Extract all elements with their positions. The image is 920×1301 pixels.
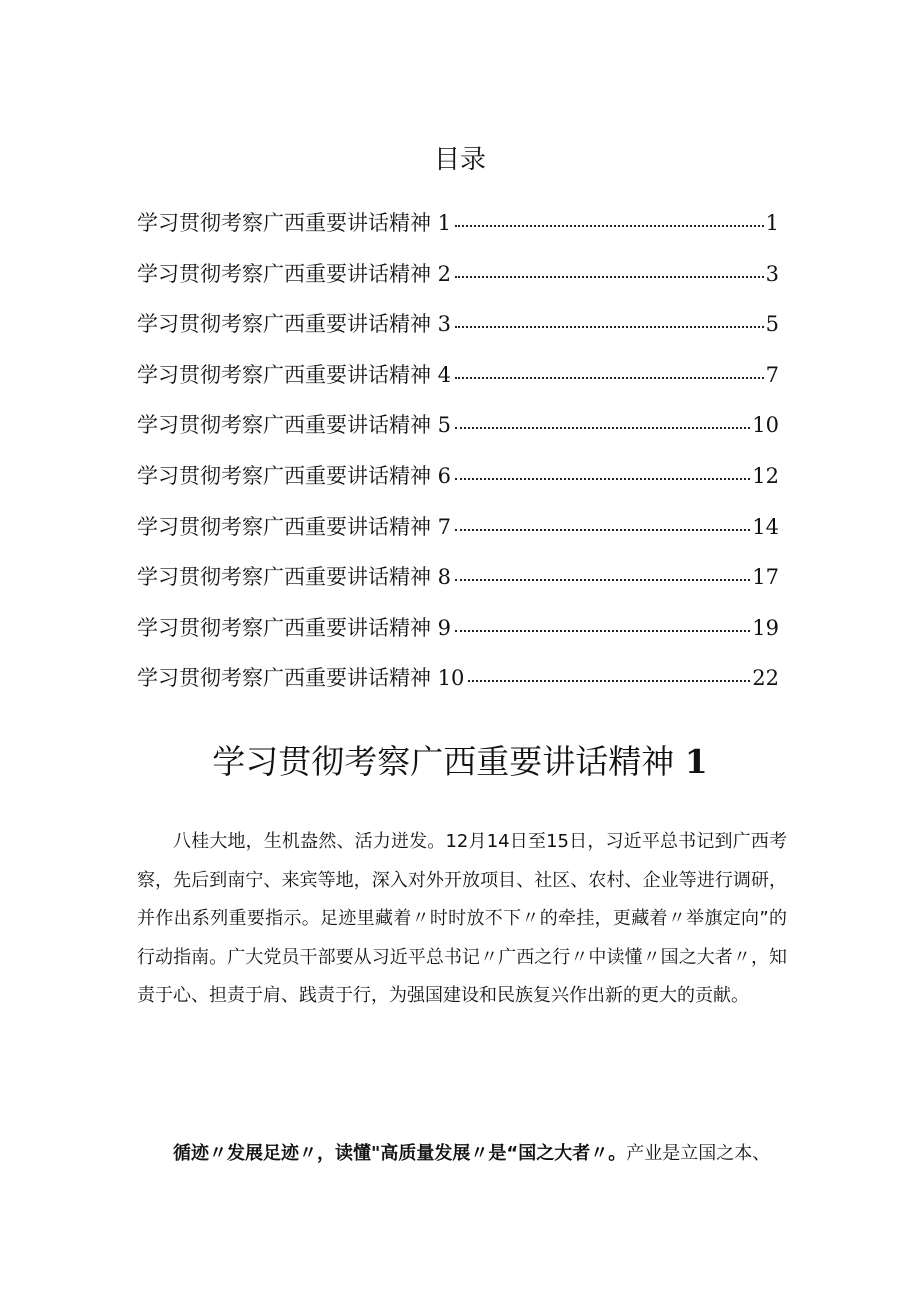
toc-entry-label: 学习贯彻考察广西重要讲话精神 6	[137, 463, 452, 488]
toc-entry-label: 学习贯彻考察广西重要讲话精神 4	[137, 362, 452, 387]
toc-leader-dots	[455, 377, 764, 379]
toc-leader-dots	[455, 326, 764, 328]
toc-leader-dots	[455, 276, 764, 278]
toc-title: 目录	[433, 145, 486, 175]
toc-entry[interactable]	[137, 205, 779, 256]
toc-entry[interactable]	[137, 559, 779, 610]
toc-entry-label: 学习贯彻考察广西重要讲话精神 5	[137, 413, 452, 438]
toc-entry[interactable]	[137, 660, 779, 711]
toc-entry[interactable]	[137, 610, 779, 661]
toc-leader-dots	[455, 478, 750, 480]
toc-leader-dots	[468, 680, 750, 682]
toc-entry-page: 22	[752, 666, 779, 691]
toc-entry-label: 学习贯彻考察广西重要讲话精神 3	[137, 312, 452, 337]
body-paragraph-lead	[137, 1135, 817, 1173]
paragraph-lead-heading: 循迹〃发展足迹〃，读懂"高质量发展〃是“国之大者〃。	[173, 1143, 627, 1164]
toc-leader-dots	[455, 225, 764, 227]
table-of-contents	[137, 205, 779, 711]
toc-entry-page: 12	[752, 463, 779, 488]
toc-entry-label: 学习贯彻考察广西重要讲话精神 7	[137, 514, 452, 539]
toc-entry-page: 7	[765, 362, 779, 387]
toc-entry[interactable]	[137, 407, 779, 458]
toc-entry-page: 5	[765, 312, 779, 337]
toc-entry-label: 学习贯彻考察广西重要讲话精神 2	[137, 261, 452, 286]
toc-entry-page: 1	[765, 211, 779, 235]
section-heading-number: 1	[684, 742, 708, 781]
toc-entry-label: 学习贯彻考察广西重要讲话精神 8	[137, 565, 452, 590]
toc-entry-label: 学习贯彻考察广西重要讲话精神 10	[137, 666, 465, 691]
section-heading	[0, 738, 920, 786]
toc-leader-dots	[455, 529, 750, 531]
toc-entry-page: 14	[752, 514, 779, 539]
toc-entry[interactable]	[137, 306, 779, 357]
toc-entry-page: 3	[765, 261, 779, 286]
toc-entry[interactable]	[137, 458, 779, 509]
toc-leader-dots	[455, 579, 750, 581]
toc-entry[interactable]	[137, 509, 779, 560]
toc-entry-page: 19	[752, 615, 779, 640]
toc-entry-label: 学习贯彻考察广西重要讲话精神 1	[137, 211, 452, 235]
body-paragraph: 八桂大地，生机盎然、活力迸发。12月14日至15日，习近平总书记到广西考察，先后到南宁、来宾等地，深入对外开放项目、社区、农村、企业等进行调研，并作出系列重要指示。足迹里藏着〃时时放不下〃的牵挂，更藏着〃举旗定向”的行动指南。广大党员干部要从习近平总书记〃广西之行〃中读懂〃国之大者〃，知责于心、担责于肩、践责于行，为强国建设和民族复兴作出新的更大的贡献。	[137, 831, 787, 1007]
toc-entry[interactable]	[137, 256, 779, 307]
toc-leader-dots	[455, 427, 750, 429]
section-heading-text: 学习贯彻考察广西重要讲话精神	[212, 742, 675, 781]
toc-entry-page: 17	[752, 565, 779, 590]
toc-entry-label: 学习贯彻考察广西重要讲话精神 9	[137, 615, 452, 640]
toc-entry[interactable]	[137, 357, 779, 408]
toc-entry-page: 10	[752, 413, 779, 438]
paragraph-lead-text: 产业是立国之本、	[626, 1143, 771, 1164]
toc-leader-dots	[455, 630, 750, 632]
